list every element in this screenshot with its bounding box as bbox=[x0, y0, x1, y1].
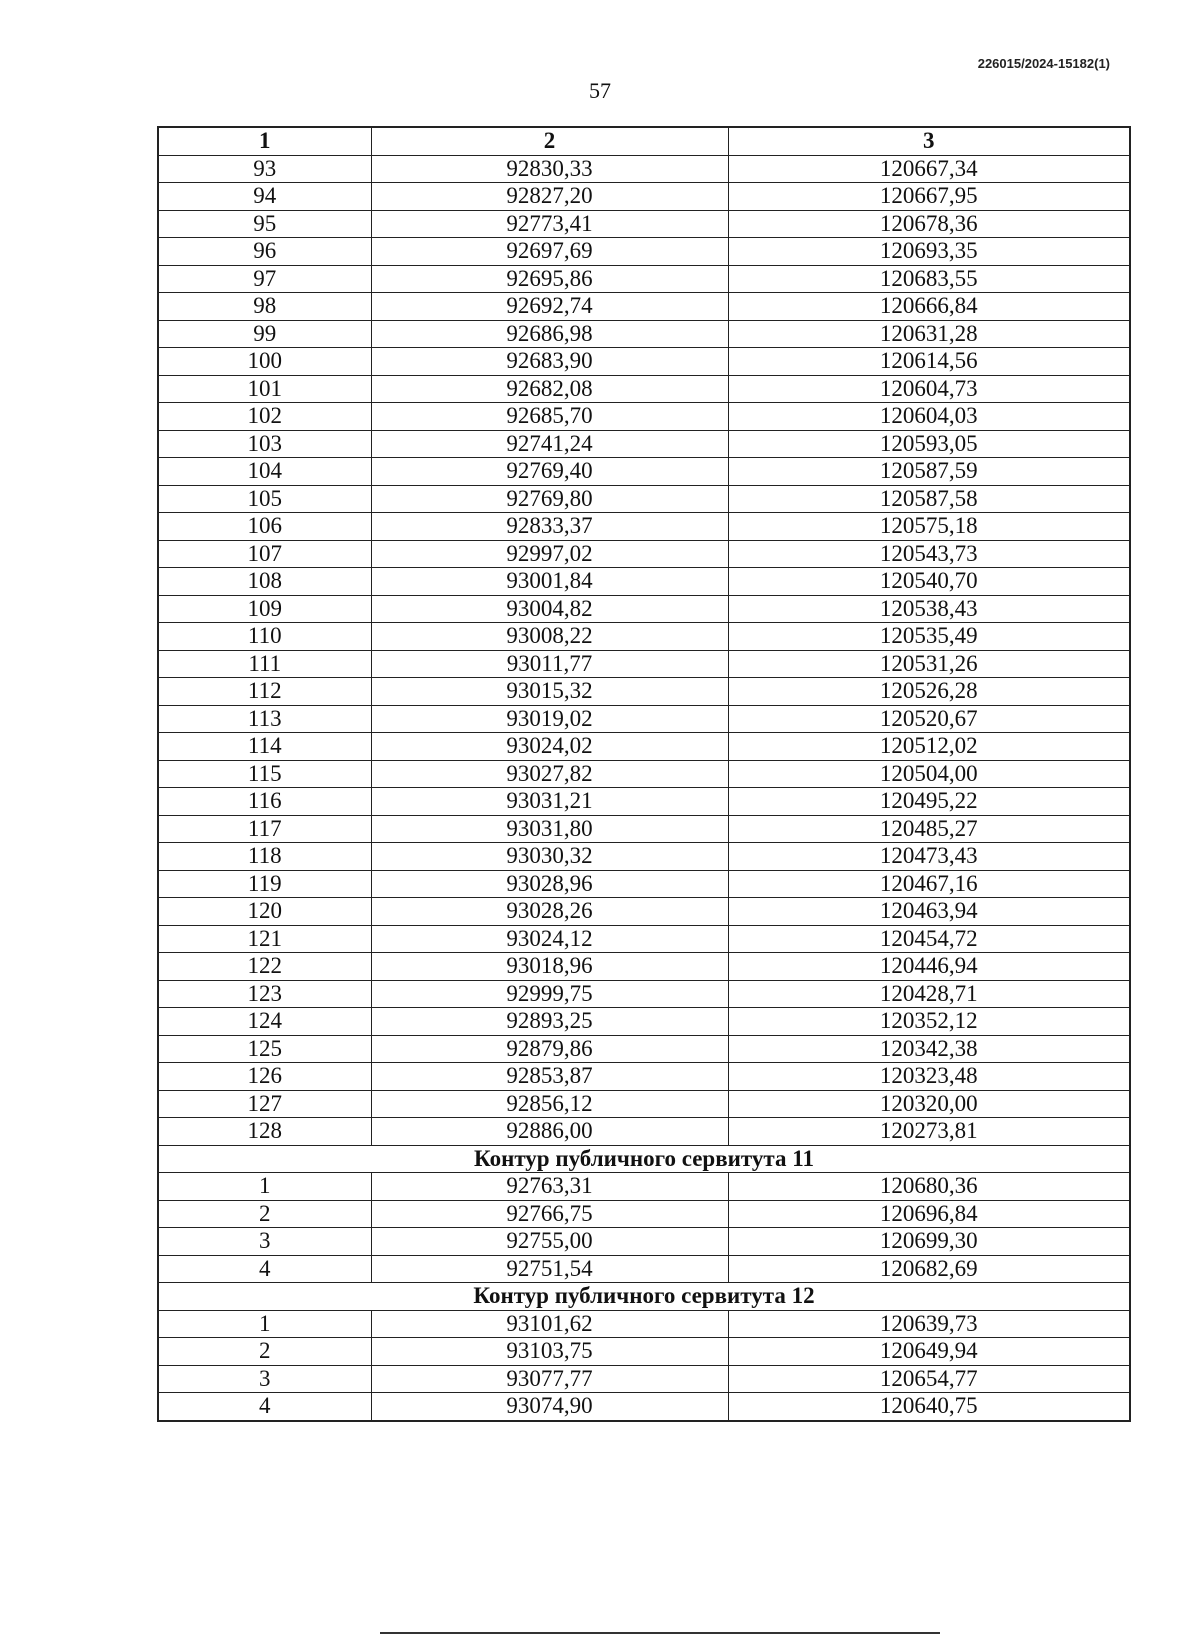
table-row bbox=[158, 650, 1130, 678]
x-coordinate-cell: 93024,12 bbox=[371, 925, 728, 953]
y-coordinate-cell: 120540,70 bbox=[728, 568, 1130, 596]
table-body bbox=[158, 155, 1130, 1421]
table-row bbox=[158, 540, 1130, 568]
table-row bbox=[158, 1008, 1130, 1036]
point-number-cell: 124 bbox=[158, 1008, 371, 1036]
point-number-cell: 95 bbox=[158, 210, 371, 238]
x-coordinate-cell: 93103,75 bbox=[371, 1338, 728, 1366]
x-coordinate-cell: 93001,84 bbox=[371, 568, 728, 596]
point-number-cell: 97 bbox=[158, 265, 371, 293]
y-coordinate-cell: 120504,00 bbox=[728, 760, 1130, 788]
x-coordinate-cell: 93004,82 bbox=[371, 595, 728, 623]
table-row bbox=[158, 320, 1130, 348]
x-coordinate-cell: 93008,22 bbox=[371, 623, 728, 651]
x-coordinate-cell: 93011,77 bbox=[371, 650, 728, 678]
y-coordinate-cell: 120342,38 bbox=[728, 1035, 1130, 1063]
table-row bbox=[158, 1200, 1130, 1228]
y-coordinate-cell: 120323,48 bbox=[728, 1063, 1130, 1091]
x-coordinate-cell: 92695,86 bbox=[371, 265, 728, 293]
point-number-cell: 103 bbox=[158, 430, 371, 458]
x-coordinate-cell: 93027,82 bbox=[371, 760, 728, 788]
point-number-cell: 105 bbox=[158, 485, 371, 513]
y-coordinate-cell: 120463,94 bbox=[728, 898, 1130, 926]
scan-edge-line bbox=[380, 1632, 940, 1634]
point-number-cell: 1 bbox=[158, 1173, 371, 1201]
point-number-cell: 101 bbox=[158, 375, 371, 403]
y-coordinate-cell: 120667,95 bbox=[728, 183, 1130, 211]
y-coordinate-cell: 120587,59 bbox=[728, 458, 1130, 486]
table-row bbox=[158, 1310, 1130, 1338]
y-coordinate-cell: 120535,49 bbox=[728, 623, 1130, 651]
point-number-cell: 106 bbox=[158, 513, 371, 541]
y-coordinate-cell: 120273,81 bbox=[728, 1118, 1130, 1146]
point-number-cell: 128 bbox=[158, 1118, 371, 1146]
point-number-cell: 2 bbox=[158, 1200, 371, 1228]
column-header: 3 bbox=[728, 127, 1130, 155]
y-coordinate-cell: 120604,73 bbox=[728, 375, 1130, 403]
point-number-cell: 93 bbox=[158, 155, 371, 183]
point-number-cell: 119 bbox=[158, 870, 371, 898]
y-coordinate-cell: 120693,35 bbox=[728, 238, 1130, 266]
y-coordinate-cell: 120640,75 bbox=[728, 1393, 1130, 1421]
point-number-cell: 126 bbox=[158, 1063, 371, 1091]
table-row bbox=[158, 1228, 1130, 1256]
x-coordinate-cell: 92773,41 bbox=[371, 210, 728, 238]
x-coordinate-cell: 92997,02 bbox=[371, 540, 728, 568]
y-coordinate-cell: 120678,36 bbox=[728, 210, 1130, 238]
x-coordinate-cell: 92769,80 bbox=[371, 485, 728, 513]
x-coordinate-cell: 92833,37 bbox=[371, 513, 728, 541]
point-number-cell: 118 bbox=[158, 843, 371, 871]
x-coordinate-cell: 93028,26 bbox=[371, 898, 728, 926]
x-coordinate-cell: 92886,00 bbox=[371, 1118, 728, 1146]
table-row bbox=[158, 925, 1130, 953]
table-row bbox=[158, 513, 1130, 541]
point-number-cell: 125 bbox=[158, 1035, 371, 1063]
table-row bbox=[158, 293, 1130, 321]
point-number-cell: 99 bbox=[158, 320, 371, 348]
table-row bbox=[158, 898, 1130, 926]
table-row bbox=[158, 760, 1130, 788]
point-number-cell: 127 bbox=[158, 1090, 371, 1118]
table-row bbox=[158, 843, 1130, 871]
y-coordinate-cell: 120667,34 bbox=[728, 155, 1130, 183]
table-row bbox=[158, 595, 1130, 623]
table-row bbox=[158, 458, 1130, 486]
table-row bbox=[158, 953, 1130, 981]
table-header bbox=[158, 127, 1130, 155]
y-coordinate-cell: 120320,00 bbox=[728, 1090, 1130, 1118]
table-row bbox=[158, 210, 1130, 238]
x-coordinate-cell: 93024,02 bbox=[371, 733, 728, 761]
point-number-cell: 3 bbox=[158, 1365, 371, 1393]
table-row bbox=[158, 678, 1130, 706]
y-coordinate-cell: 120639,73 bbox=[728, 1310, 1130, 1338]
table-row bbox=[158, 788, 1130, 816]
y-coordinate-cell: 120604,03 bbox=[728, 403, 1130, 431]
x-coordinate-cell: 92682,08 bbox=[371, 375, 728, 403]
y-coordinate-cell: 120352,12 bbox=[728, 1008, 1130, 1036]
point-number-cell: 4 bbox=[158, 1393, 371, 1421]
x-coordinate-cell: 92683,90 bbox=[371, 348, 728, 376]
table-row bbox=[158, 815, 1130, 843]
point-number-cell: 116 bbox=[158, 788, 371, 816]
contour-title-row bbox=[158, 1145, 1130, 1173]
point-number-cell: 102 bbox=[158, 403, 371, 431]
x-coordinate-cell: 92685,70 bbox=[371, 403, 728, 431]
table-row bbox=[158, 375, 1130, 403]
y-coordinate-cell: 120683,55 bbox=[728, 265, 1130, 293]
y-coordinate-cell: 120531,26 bbox=[728, 650, 1130, 678]
contour-title-row bbox=[158, 1283, 1130, 1311]
x-coordinate-cell: 93028,96 bbox=[371, 870, 728, 898]
table-row bbox=[158, 568, 1130, 596]
contour-title: Контур публичного сервитута 12 bbox=[158, 1283, 1130, 1311]
table-row bbox=[158, 265, 1130, 293]
table-row bbox=[158, 870, 1130, 898]
point-number-cell: 111 bbox=[158, 650, 371, 678]
y-coordinate-cell: 120467,16 bbox=[728, 870, 1130, 898]
point-number-cell: 122 bbox=[158, 953, 371, 981]
x-coordinate-cell: 93101,62 bbox=[371, 1310, 728, 1338]
point-number-cell: 108 bbox=[158, 568, 371, 596]
x-coordinate-cell: 92827,20 bbox=[371, 183, 728, 211]
page-number: 57 bbox=[589, 78, 611, 103]
point-number-cell: 120 bbox=[158, 898, 371, 926]
x-coordinate-cell: 93077,77 bbox=[371, 1365, 728, 1393]
table-row bbox=[158, 403, 1130, 431]
y-coordinate-cell: 120473,43 bbox=[728, 843, 1130, 871]
table-row bbox=[158, 155, 1130, 183]
x-coordinate-cell: 92769,40 bbox=[371, 458, 728, 486]
x-coordinate-cell: 93015,32 bbox=[371, 678, 728, 706]
x-coordinate-cell: 92830,33 bbox=[371, 155, 728, 183]
y-coordinate-cell: 120512,02 bbox=[728, 733, 1130, 761]
y-coordinate-cell: 120649,94 bbox=[728, 1338, 1130, 1366]
column-header: 1 bbox=[158, 127, 371, 155]
x-coordinate-cell: 92686,98 bbox=[371, 320, 728, 348]
point-number-cell: 114 bbox=[158, 733, 371, 761]
table-row bbox=[158, 1090, 1130, 1118]
point-number-cell: 2 bbox=[158, 1338, 371, 1366]
table-row bbox=[158, 1173, 1130, 1201]
point-number-cell: 4 bbox=[158, 1255, 371, 1283]
y-coordinate-cell: 120538,43 bbox=[728, 595, 1130, 623]
point-number-cell: 117 bbox=[158, 815, 371, 843]
table-row bbox=[158, 623, 1130, 651]
y-coordinate-cell: 120587,58 bbox=[728, 485, 1130, 513]
table-row bbox=[158, 1365, 1130, 1393]
x-coordinate-cell: 92755,00 bbox=[371, 1228, 728, 1256]
point-number-cell: 107 bbox=[158, 540, 371, 568]
x-coordinate-cell: 92697,69 bbox=[371, 238, 728, 266]
x-coordinate-cell: 93030,32 bbox=[371, 843, 728, 871]
coordinates-table bbox=[157, 126, 1131, 1422]
y-coordinate-cell: 120446,94 bbox=[728, 953, 1130, 981]
table-row bbox=[158, 1063, 1130, 1091]
point-number-cell: 121 bbox=[158, 925, 371, 953]
x-coordinate-cell: 93031,21 bbox=[371, 788, 728, 816]
table-row bbox=[158, 980, 1130, 1008]
table-row bbox=[158, 1118, 1130, 1146]
x-coordinate-cell: 92763,31 bbox=[371, 1173, 728, 1201]
y-coordinate-cell: 120575,18 bbox=[728, 513, 1130, 541]
y-coordinate-cell: 120696,84 bbox=[728, 1200, 1130, 1228]
x-coordinate-cell: 93018,96 bbox=[371, 953, 728, 981]
table-row bbox=[158, 348, 1130, 376]
point-number-cell: 3 bbox=[158, 1228, 371, 1256]
y-coordinate-cell: 120680,36 bbox=[728, 1173, 1130, 1201]
y-coordinate-cell: 120485,27 bbox=[728, 815, 1130, 843]
y-coordinate-cell: 120526,28 bbox=[728, 678, 1130, 706]
point-number-cell: 98 bbox=[158, 293, 371, 321]
x-coordinate-cell: 93019,02 bbox=[371, 705, 728, 733]
y-coordinate-cell: 120520,67 bbox=[728, 705, 1130, 733]
x-coordinate-cell: 92893,25 bbox=[371, 1008, 728, 1036]
y-coordinate-cell: 120614,56 bbox=[728, 348, 1130, 376]
header-row bbox=[158, 127, 1130, 155]
table-row bbox=[158, 238, 1130, 266]
point-number-cell: 115 bbox=[158, 760, 371, 788]
point-number-cell: 109 bbox=[158, 595, 371, 623]
x-coordinate-cell: 93074,90 bbox=[371, 1393, 728, 1421]
contour-title: Контур публичного сервитута 11 bbox=[158, 1145, 1130, 1173]
table-row bbox=[158, 1035, 1130, 1063]
y-coordinate-cell: 120699,30 bbox=[728, 1228, 1130, 1256]
y-coordinate-cell: 120428,71 bbox=[728, 980, 1130, 1008]
table-row bbox=[158, 1255, 1130, 1283]
point-number-cell: 110 bbox=[158, 623, 371, 651]
y-coordinate-cell: 120543,73 bbox=[728, 540, 1130, 568]
table-row bbox=[158, 1338, 1130, 1366]
y-coordinate-cell: 120682,69 bbox=[728, 1255, 1130, 1283]
point-number-cell: 100 bbox=[158, 348, 371, 376]
point-number-cell: 96 bbox=[158, 238, 371, 266]
table-row bbox=[158, 733, 1130, 761]
point-number-cell: 113 bbox=[158, 705, 371, 733]
y-coordinate-cell: 120654,77 bbox=[728, 1365, 1130, 1393]
x-coordinate-cell: 92692,74 bbox=[371, 293, 728, 321]
y-coordinate-cell: 120454,72 bbox=[728, 925, 1130, 953]
table-row bbox=[158, 705, 1130, 733]
x-coordinate-cell: 92856,12 bbox=[371, 1090, 728, 1118]
y-coordinate-cell: 120495,22 bbox=[728, 788, 1130, 816]
point-number-cell: 104 bbox=[158, 458, 371, 486]
document-id: 226015/2024-15182(1) bbox=[977, 56, 1110, 71]
y-coordinate-cell: 120666,84 bbox=[728, 293, 1130, 321]
y-coordinate-cell: 120631,28 bbox=[728, 320, 1130, 348]
y-coordinate-cell: 120593,05 bbox=[728, 430, 1130, 458]
x-coordinate-cell: 92879,86 bbox=[371, 1035, 728, 1063]
point-number-cell: 112 bbox=[158, 678, 371, 706]
x-coordinate-cell: 92741,24 bbox=[371, 430, 728, 458]
point-number-cell: 94 bbox=[158, 183, 371, 211]
table-row bbox=[158, 183, 1130, 211]
x-coordinate-cell: 92751,54 bbox=[371, 1255, 728, 1283]
point-number-cell: 123 bbox=[158, 980, 371, 1008]
x-coordinate-cell: 92766,75 bbox=[371, 1200, 728, 1228]
column-header: 2 bbox=[371, 127, 728, 155]
x-coordinate-cell: 92853,87 bbox=[371, 1063, 728, 1091]
x-coordinate-cell: 92999,75 bbox=[371, 980, 728, 1008]
table-row bbox=[158, 485, 1130, 513]
table-row bbox=[158, 430, 1130, 458]
table-row bbox=[158, 1393, 1130, 1421]
x-coordinate-cell: 93031,80 bbox=[371, 815, 728, 843]
point-number-cell: 1 bbox=[158, 1310, 371, 1338]
